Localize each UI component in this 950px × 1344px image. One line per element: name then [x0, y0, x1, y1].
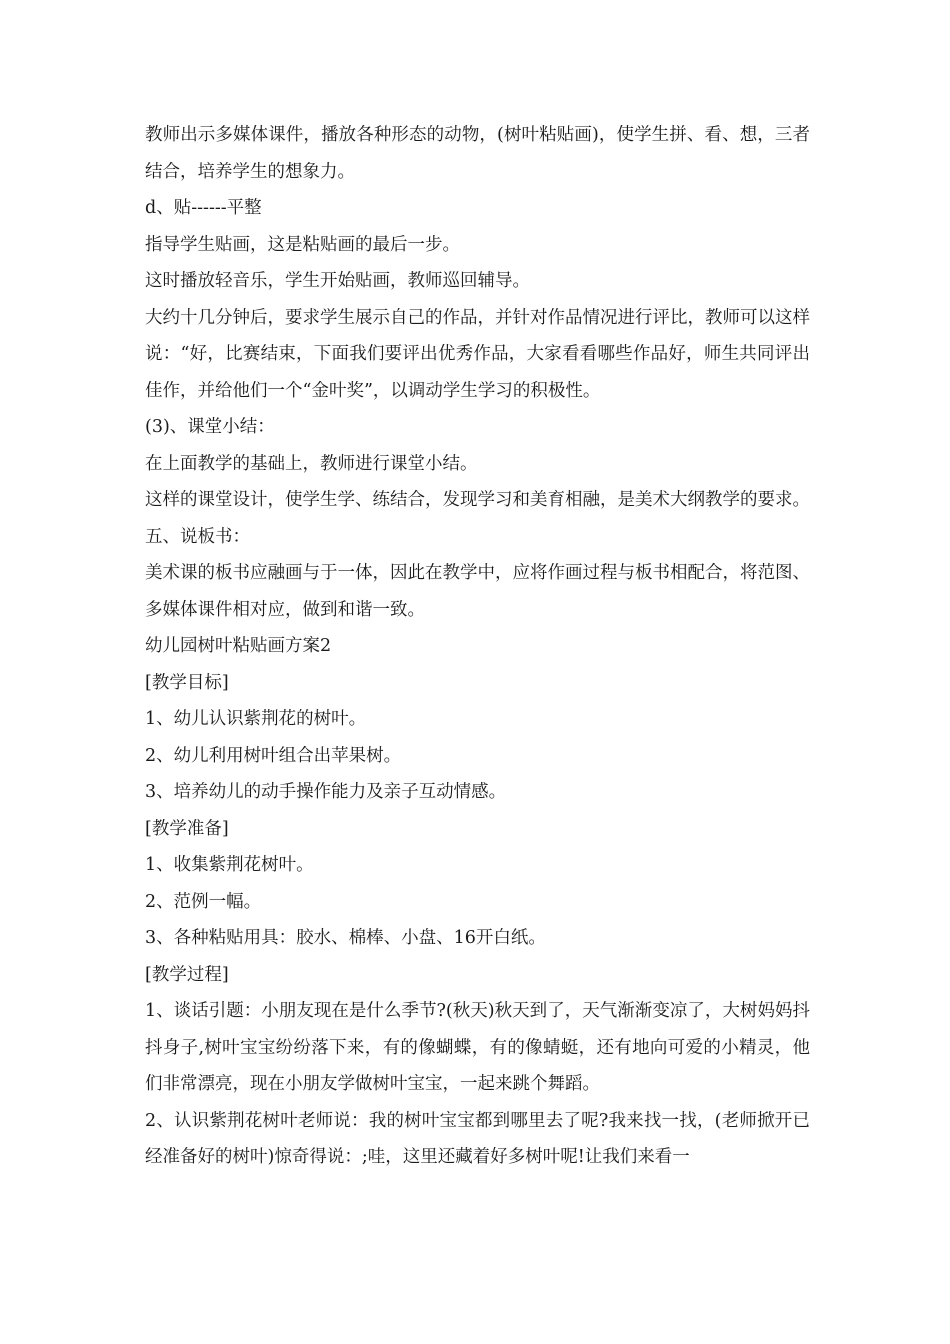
section-heading: [教学目标] [145, 672, 229, 693]
section-heading: (3)、课堂小结： [145, 417, 275, 437]
section-heading: 五、说板书： [145, 526, 250, 547]
list-item: 1、收集紫荆花树叶。 [145, 855, 314, 875]
paragraph: 教师出示多媒体课件，播放各种形态的动物，(树叶粘贴画)，使学生拼、看、想，三者结合，培养学生的想象力。 [145, 125, 810, 182]
paragraph: 美术课的板书应融画与于一体，因此在教学中，应将作画过程与板书相配合，将范图、多媒体课件相对应，做到和谐一致。 [145, 563, 810, 620]
document-title: 幼儿园树叶粘贴画方案2 [145, 636, 332, 656]
paragraph: 指导学生贴画，这是粘贴画的最后一步。 [145, 234, 460, 255]
paragraph: 这样的课堂设计，使学生学、练结合，发现学习和美育相融，是美术大纲教学的要求。 [145, 490, 810, 510]
document-body [145, 117, 810, 1176]
list-item: 3、各种粘贴用具：胶水、棉棒、小盘、16开白纸。 [145, 928, 546, 948]
paragraph: d、贴------平整 [145, 198, 262, 218]
list-item: 2、认识紫荆花树叶老师说：我的树叶宝宝都到哪里去了呢?我来找一找，(老师掀开已经准备好的树叶)惊奇得说：;哇，这里还藏着好多树叶呢!让我们来看一 [145, 1110, 810, 1167]
list-item: 1、幼儿认识紫荆花的树叶。 [145, 709, 367, 729]
paragraph: 这时播放轻音乐，学生开始贴画，教师巡回辅导。 [145, 271, 530, 291]
paragraph: 大约十几分钟后，要求学生展示自己的作品，并针对作品情况进行评比，教师可以这样说：“好，比赛结束，下面我们要评出优秀作品，大家看看哪些作品好，师生共同评出佳作，并给他们一个“金叶奖”，以调动学生学习的积极性。 [145, 307, 810, 401]
list-item: 2、范例一幅。 [145, 891, 262, 912]
paragraph: 在上面教学的基础上，教师进行课堂小结。 [145, 453, 478, 474]
section-heading: [教学过程] [145, 964, 229, 985]
section-heading: [教学准备] [145, 818, 229, 839]
list-item: 3、培养幼儿的动手操作能力及亲子互动情感。 [145, 782, 507, 802]
list-item: 1、谈话引题：小朋友现在是什么季节?(秋天)秋天到了，天气渐渐变凉了，大树妈妈抖抖身子,树叶宝宝纷纷落下来，有的像蝴蝶，有的像蜻蜓，还有地向可爱的小精灵，他们非常漂亮，现在小朋友学做树叶宝宝，一起来跳个舞蹈。 [145, 1001, 810, 1094]
list-item: 2、幼儿利用树叶组合出苹果树。 [145, 745, 402, 766]
